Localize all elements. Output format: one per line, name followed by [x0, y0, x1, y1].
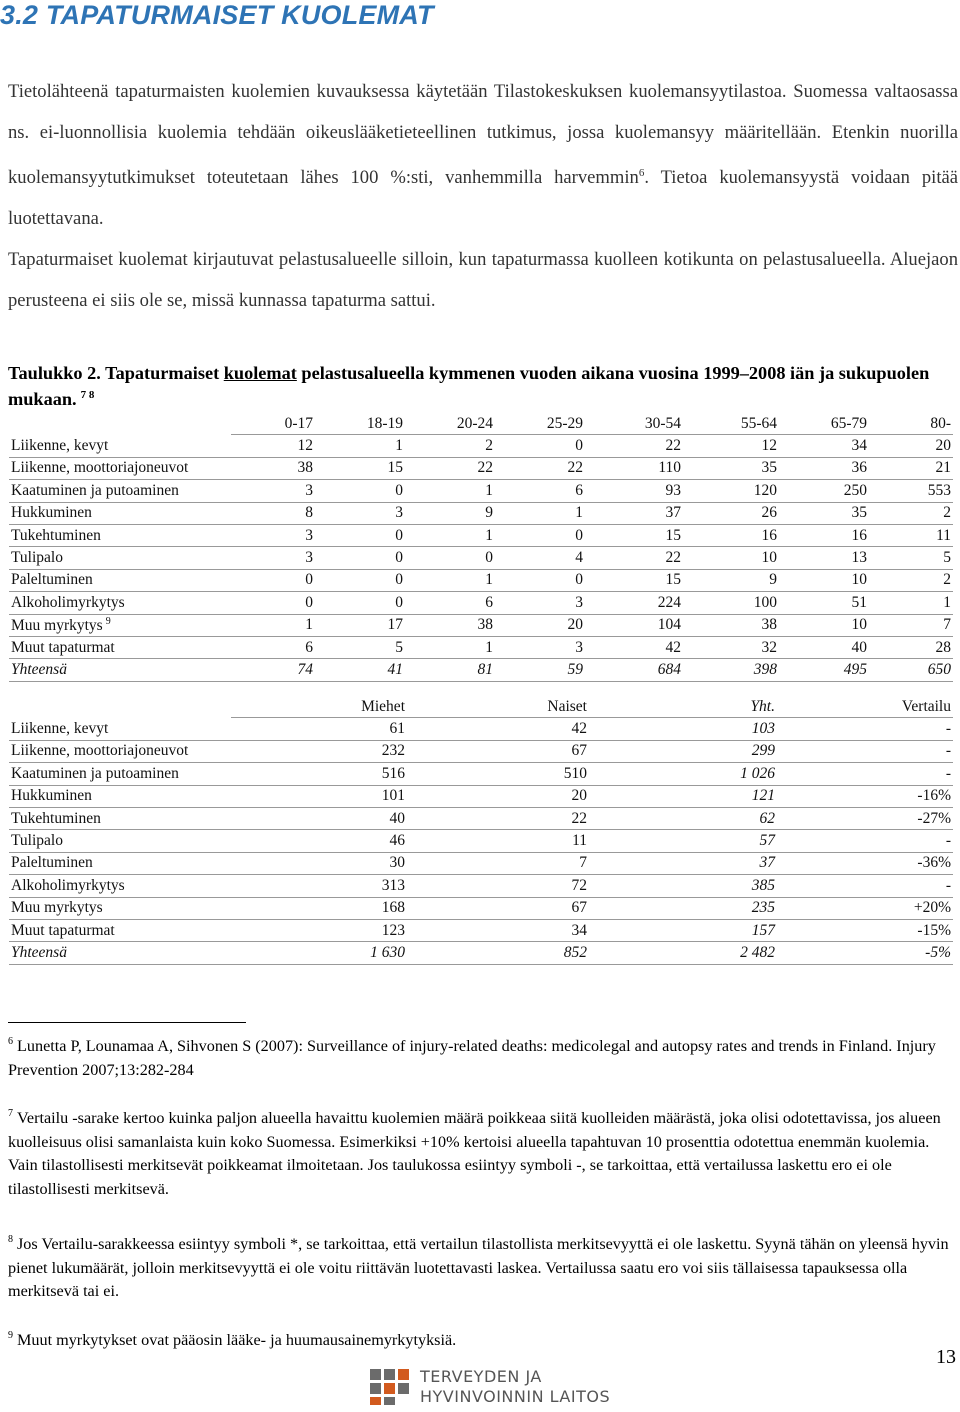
table-row [9, 636, 953, 658]
table-row [9, 919, 953, 941]
column-header: 25-29 [495, 413, 585, 435]
footnote-9: $^9$ Muut myrkytykset ovat pääosin lääke- ja huumausainemyrkytyksiä. [8, 1330, 457, 1349]
table-cell: 7 [407, 852, 589, 874]
table-cell: 40 [231, 807, 407, 829]
column-header: 65-79 [779, 413, 869, 435]
table-cell: 3 [231, 480, 315, 502]
row-label: Paleltuminen [9, 569, 231, 591]
table-cell: 22 [585, 435, 683, 457]
table-row [9, 807, 953, 829]
table-cell: 3 [315, 502, 405, 524]
column-header: 55-64 [683, 413, 779, 435]
table-cell: 852 [407, 942, 589, 964]
table-cell: 1 [869, 592, 953, 614]
table-cell: 250 [779, 480, 869, 502]
table-cell: 0 [231, 569, 315, 591]
table-cell: 35 [683, 457, 779, 479]
thl-logo [368, 1365, 618, 1409]
table-cell: 35 [779, 502, 869, 524]
table-cell: 11 [407, 830, 589, 852]
table-cell: 15 [315, 457, 405, 479]
table-cell: 121 [589, 785, 777, 807]
table-cell: 15 [585, 569, 683, 591]
table-cell: 42 [407, 718, 589, 740]
table-cell: -5% [777, 942, 953, 964]
table-cell: 0 [315, 480, 405, 502]
table-cell: -16% [777, 785, 953, 807]
row-label: Liikenne, kevyt [9, 435, 231, 457]
table-cell: 157 [589, 919, 777, 941]
table-cell: 17 [315, 614, 405, 636]
table-row [9, 457, 953, 479]
row-label: Muu myrkytys $^9$ [9, 614, 231, 636]
footnote-7: $^7$ Vertailu -sarake kertoo kuinka paljon alueella havaittu kuolemien määrä poikkeaa siitä kuolleiden määrästä, joka olisi odotettavissa, jos alueen kuolleisuus olisi samanlaista kuin koko Suomessa. Esimerkiksi +10% kertoisi alueella tapahtuvan 10 prosenttia odotettua enemmän kuolemia. Vain tilastollisesti merkitsevät poikkeamat ilmoitetaan. Jos taulukossa esiintyy symboli -, se tarkoittaa, että vertailussa laskettu ero ei ole tilastollisesti merkitsevä. [8, 1108, 941, 1198]
table-cell: 1 [405, 480, 495, 502]
table-cell: 46 [231, 830, 407, 852]
table-row [9, 852, 953, 874]
column-header: 18-19 [315, 413, 405, 435]
thl-logo-mark-icon [368, 1367, 412, 1407]
table-cell: 22 [495, 457, 585, 479]
table-row [9, 830, 953, 852]
table-cell: 10 [779, 614, 869, 636]
total-row [9, 942, 953, 964]
logo-text: TERVEYDEN JA HYVINVOINNIN LAITOS [420, 1367, 611, 1406]
table-cell: 38 [683, 614, 779, 636]
table-cell: -36% [777, 852, 953, 874]
table-cell: - [777, 763, 953, 785]
row-label: Hukkuminen [9, 502, 231, 524]
table-cell: 650 [869, 659, 953, 681]
column-header: Yht. [589, 696, 777, 718]
table-cell: 20 [495, 614, 585, 636]
table-caption: Taulukko 2. Tapaturmaiset kuolemat pelastusalueella kymmenen vuoden aikana vuosina 1999–2008 iän ja sukupuolen mukaan. $^{7 8}$ [8, 363, 930, 410]
table-cell: 385 [589, 875, 777, 897]
table-cell: 2 482 [589, 942, 777, 964]
table-row [9, 547, 953, 569]
table-cell: 67 [407, 740, 589, 762]
table-row [9, 524, 953, 546]
table-cell: 6 [405, 592, 495, 614]
table-cell: 0 [495, 524, 585, 546]
row-label: Yhteensä [9, 659, 231, 681]
table-cell: 5 [315, 636, 405, 658]
table-row [9, 763, 953, 785]
table-row [9, 480, 953, 502]
table-cell: - [777, 875, 953, 897]
table-cell: 30 [231, 852, 407, 874]
row-label: Kaatuminen ja putoaminen [9, 763, 231, 785]
table-cell: 4 [495, 547, 585, 569]
table-cell: 1 [405, 636, 495, 658]
table-cell: 1 [405, 524, 495, 546]
table-row [9, 592, 953, 614]
row-label: Muu myrkytys [9, 897, 231, 919]
table-cell: 59 [495, 659, 585, 681]
table-cell: 51 [779, 592, 869, 614]
table-cell: 67 [407, 897, 589, 919]
table-cell: 93 [585, 480, 683, 502]
table-cell: - [777, 740, 953, 762]
table-cell: 6 [231, 636, 315, 658]
table-cell: 0 [495, 435, 585, 457]
table-cell: 1 630 [231, 942, 407, 964]
table-cell: 313 [231, 875, 407, 897]
table-cell: 110 [585, 457, 683, 479]
table-cell: 0 [495, 569, 585, 591]
table-cell: 0 [315, 569, 405, 591]
table-cell: - [777, 718, 953, 740]
table-cell: 21 [869, 457, 953, 479]
paragraph-region: Tapaturmaiset kuolemat kirjautuvat pelastusalueelle silloin, kun tapaturmassa kuolleen kotikunta on pelastusalueella. Aluejaon perusteena ei siis ole se, missä kunnassa tapaturma sattui. [8, 249, 958, 312]
table-cell: 41 [315, 659, 405, 681]
table-cell: 168 [231, 897, 407, 919]
table-cell: 15 [585, 524, 683, 546]
table-cell: 1 [315, 435, 405, 457]
column-header: 0-17 [231, 413, 315, 435]
table-cell: 22 [407, 807, 589, 829]
table-cell: 1 [231, 614, 315, 636]
table-cell: 235 [589, 897, 777, 919]
row-label: Liikenne, moottoriajoneuvot [9, 740, 231, 762]
row-label: Paleltuminen [9, 852, 231, 874]
table-header-row [9, 696, 953, 718]
table-cell: 34 [407, 919, 589, 941]
table-cell: 398 [683, 659, 779, 681]
table-cell: 38 [405, 614, 495, 636]
table-cell: 684 [585, 659, 683, 681]
table-row [9, 435, 953, 457]
row-label: Tulipalo [9, 547, 231, 569]
column-header: 80- [869, 413, 953, 435]
table-cell: 36 [779, 457, 869, 479]
age-group-table [9, 413, 953, 682]
row-label: Kaatuminen ja putoaminen [9, 480, 231, 502]
table-cell: 5 [869, 547, 953, 569]
table-cell: 16 [683, 524, 779, 546]
row-label: Liikenne, kevyt [9, 718, 231, 740]
footnote-ref-6[interactable]: 6 [638, 167, 645, 179]
table-cell: 61 [231, 718, 407, 740]
table-cell: 11 [869, 524, 953, 546]
table-cell: 81 [405, 659, 495, 681]
table-cell: 510 [407, 763, 589, 785]
column-header: 20-24 [405, 413, 495, 435]
table-cell: 72 [407, 875, 589, 897]
table-row [9, 614, 953, 636]
table-cell: 299 [589, 740, 777, 762]
table-cell: 10 [779, 569, 869, 591]
table-cell: 1 [405, 569, 495, 591]
table-cell: 22 [585, 547, 683, 569]
table-cell: 1 [495, 502, 585, 524]
table-cell: 13 [779, 547, 869, 569]
table-cell: 37 [585, 502, 683, 524]
table-cell: 38 [231, 457, 315, 479]
table-body [9, 435, 953, 681]
table-cell: 0 [315, 547, 405, 569]
table-body [9, 718, 953, 964]
table-header-row [9, 413, 953, 435]
row-label: Hukkuminen [9, 785, 231, 807]
table-cell: 26 [683, 502, 779, 524]
table-cell: 42 [585, 636, 683, 658]
table-cell: 495 [779, 659, 869, 681]
table-cell: 62 [589, 807, 777, 829]
table-cell: 20 [869, 435, 953, 457]
row-label: Muut tapaturmat [9, 919, 231, 941]
table-cell: 232 [231, 740, 407, 762]
table-cell: 10 [683, 547, 779, 569]
table-cell: 0 [315, 592, 405, 614]
table-row [9, 875, 953, 897]
table-cell: 12 [231, 435, 315, 457]
table-cell: 9 [405, 502, 495, 524]
table-cell: 16 [779, 524, 869, 546]
table-row [9, 502, 953, 524]
row-label: Alkoholimyrkytys [9, 592, 231, 614]
footnote-ref[interactable]: 9 [105, 615, 111, 627]
row-label: Muut tapaturmat [9, 636, 231, 658]
table-cell: 0 [315, 524, 405, 546]
table-cell: 7 [869, 614, 953, 636]
table-cell: 101 [231, 785, 407, 807]
table-cell: 28 [869, 636, 953, 658]
table-cell: 2 [869, 569, 953, 591]
footnote-6: $^6$ Lunetta P, Lounamaa A, Sihvonen S (2007): Surveillance of injury-related deaths: medicolegal and autopsy rates and trends in Finland. Injury Prevention 2007;13:282-284 [8, 1036, 936, 1079]
table-cell: 3 [495, 592, 585, 614]
paragraph-source: Tietolähteenä tapaturmaisten kuolemien kuvauksessa käytetään Tilastokeskuksen kuolemansyytilastoa. Suomessa valtaosassa ns. ei-luonnollisia kuolemia tehdään oikeuslääketieteellinen tutkimus, jossa kuolemansyy määritellään. Etenkin nuorilla kuolemansyytutkimukset toteutetaan lähes 100 %:sti, vanhemmilla harvemmin$^6$. Tietoa kuolemansyystä voidaan pitää luotettavana. [8, 81, 958, 230]
row-label: Liikenne, moottoriajoneuvot [9, 457, 231, 479]
table-cell: 57 [589, 830, 777, 852]
row-label: Tulipalo [9, 830, 231, 852]
column-header: Naiset [407, 696, 589, 718]
table-cell: 224 [585, 592, 683, 614]
table-cell: 40 [779, 636, 869, 658]
table-cell: 104 [585, 614, 683, 636]
table-cell: 2 [869, 502, 953, 524]
table-cell: +20% [777, 897, 953, 919]
table-cell: 103 [589, 718, 777, 740]
table-cell: 22 [405, 457, 495, 479]
column-header: Vertailu [777, 696, 953, 718]
table-row [9, 569, 953, 591]
footnote-8: $^8$ Jos Vertailu-sarakkeessa esiintyy symboli *, se tarkoittaa, että vertailun tilastollista merkitsevyyttä ei ole laskettu. Syynä tähän on yleensä hyvin pienet lukumäärät, jolloin merkitsevyyttä ei ole voitu riittävän luotettavasti laskea. Vertailussa saatu ero voi siis tällaisessa tapauksessa olla merkitsevä tai ei. [8, 1234, 949, 1300]
table-cell: 0 [405, 547, 495, 569]
caption-footnote-refs[interactable]: 7 8 [80, 389, 95, 401]
table-cell: -15% [777, 919, 953, 941]
table-cell: 2 [405, 435, 495, 457]
table-cell: -27% [777, 807, 953, 829]
table-cell: 123 [231, 919, 407, 941]
footnote-divider [8, 1022, 246, 1023]
table-row [9, 785, 953, 807]
table-cell: 120 [683, 480, 779, 502]
table-row [9, 718, 953, 740]
table-cell: 20 [407, 785, 589, 807]
row-label: Tukehtuminen [9, 807, 231, 829]
page-number: 13 [936, 1346, 956, 1368]
table-cell: 3 [231, 547, 315, 569]
table-cell: 0 [231, 592, 315, 614]
row-label: Yhteensä [9, 942, 231, 964]
intro-text [8, 71, 958, 321]
row-label: Alkoholimyrkytys [9, 875, 231, 897]
section-heading: 3.2 TAPATURMAISET KUOLEMAT [0, 0, 434, 30]
table-cell: 3 [231, 524, 315, 546]
table-cell: 553 [869, 480, 953, 502]
table-cell: 3 [495, 636, 585, 658]
table-cell: 6 [495, 480, 585, 502]
column-header: 30-54 [585, 413, 683, 435]
column-header: Miehet [231, 696, 407, 718]
sex-table [9, 696, 953, 965]
table-cell: 37 [589, 852, 777, 874]
table-cell: 1 026 [589, 763, 777, 785]
table-row [9, 740, 953, 762]
table-cell: 12 [683, 435, 779, 457]
table-cell: 74 [231, 659, 315, 681]
total-row [9, 659, 953, 681]
table-cell: 32 [683, 636, 779, 658]
table-cell: 8 [231, 502, 315, 524]
table-cell: 9 [683, 569, 779, 591]
table-cell: 100 [683, 592, 779, 614]
row-label: Tukehtuminen [9, 524, 231, 546]
table-cell: 34 [779, 435, 869, 457]
table-cell: - [777, 830, 953, 852]
table-row [9, 897, 953, 919]
table-cell: 516 [231, 763, 407, 785]
